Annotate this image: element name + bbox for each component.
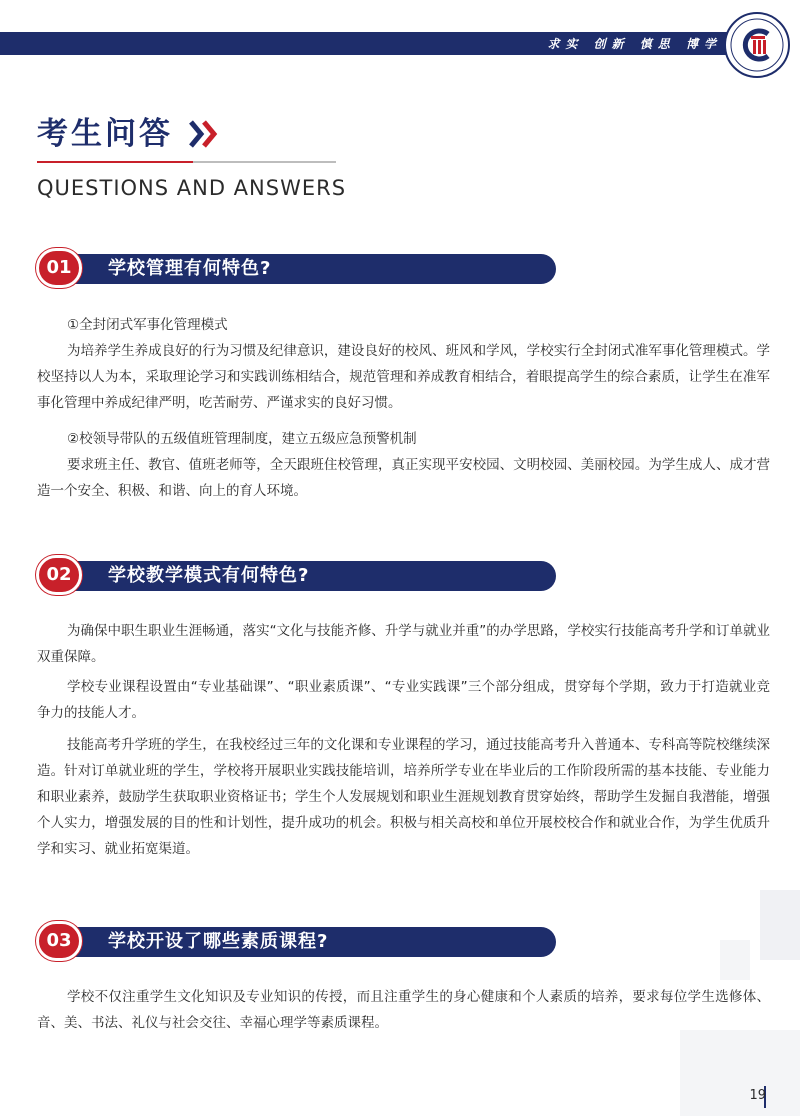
school-logo-icon: [724, 12, 790, 78]
title-underline-gray: [193, 161, 336, 163]
paragraph: 学校不仅注重学生文化知识及专业知识的传授，而且注重学生的身心健康和个人素质的培养，要求每位学生选修体、音、美、书法、礼仪与社会交往、幸福心理学等素质课程。: [37, 989, 770, 1031]
paragraph: 为培养学生养成良好的行为习惯及纪律意识，建设良好的校风、班风和学风，学校实行全封闭式准军事化管理模式。学校坚持以人为本，采取理论学习和实践训练相结合，规范管理和养成教育相结合，着眼提高学生的综合素质，让学生在准军事化管理中养成纪律严明，吃苦耐劳、严谨求实的良好习惯。: [37, 343, 770, 411]
section-header-03: [36, 921, 560, 961]
section-title: 学校管理有何特色?: [108, 258, 272, 279]
page-title: 考生问答: [37, 116, 173, 152]
decorative-background: [560, 860, 800, 1116]
paragraph: 学校专业课程设置由“专业基础课”、“职业素质课”、“专业实践课”三个部分组成，贯穿每个学期，致力于打造就业竞争力的技能人才。: [37, 679, 770, 721]
paragraph: 技能高考升学班的学生，在我校经过三年的文化课和专业课程的学习，通过技能高考升入普通本、专科高等院校继续深造。针对订单就业班的学生，学校将开展职业实践技能培训，培养所学专业在毕业后的工作阶段所需的基本技能、专业能力和职业素养，鼓励学生获取职业资格证书；学生个人发展规划和职业生涯规划教育贯穿始终，帮助学生发掘自我潜能，增强个人实力，增强发展的目的性和计划性，提升成功的机会。积极与相关高校和单位开展校校合作和就业合作，为学生优质升学和实习、就业拓宽渠道。: [37, 737, 770, 857]
paragraph: ①全封闭式军事化管理模式: [67, 317, 228, 333]
section-number: 02: [36, 555, 82, 595]
school-motto: 求实 创新 慎思 博学: [547, 37, 722, 51]
section-title: 学校教学模式有何特色?: [108, 565, 310, 586]
section-number: 01: [36, 248, 82, 288]
title-underline-red: [37, 161, 193, 163]
section-title: 学校开设了哪些素质课程?: [108, 931, 329, 952]
page-number: 19: [749, 1088, 766, 1103]
double-chevron-right-icon: [187, 118, 223, 150]
section-number: 03: [36, 921, 82, 961]
section-header-01: [36, 248, 560, 288]
paragraph: 为确保中职生职业生涯畅通，落实“文化与技能齐修、升学与就业并重”的办学思路，学校实行技能高考升学和订单就业双重保障。: [37, 623, 770, 665]
paragraph: ②校领导带队的五级值班管理制度，建立五级应急预警机制: [67, 431, 417, 447]
page-subtitle: QUESTIONS AND ANSWERS: [37, 176, 347, 200]
paragraph: 要求班主任、教官、值班老师等，全天跟班住校管理，真正实现平安校园、文明校园、美丽校园。为学生成人、成才营造一个安全、积极、和谐、向上的育人环境。: [37, 457, 770, 499]
section-header-02: [36, 555, 560, 595]
